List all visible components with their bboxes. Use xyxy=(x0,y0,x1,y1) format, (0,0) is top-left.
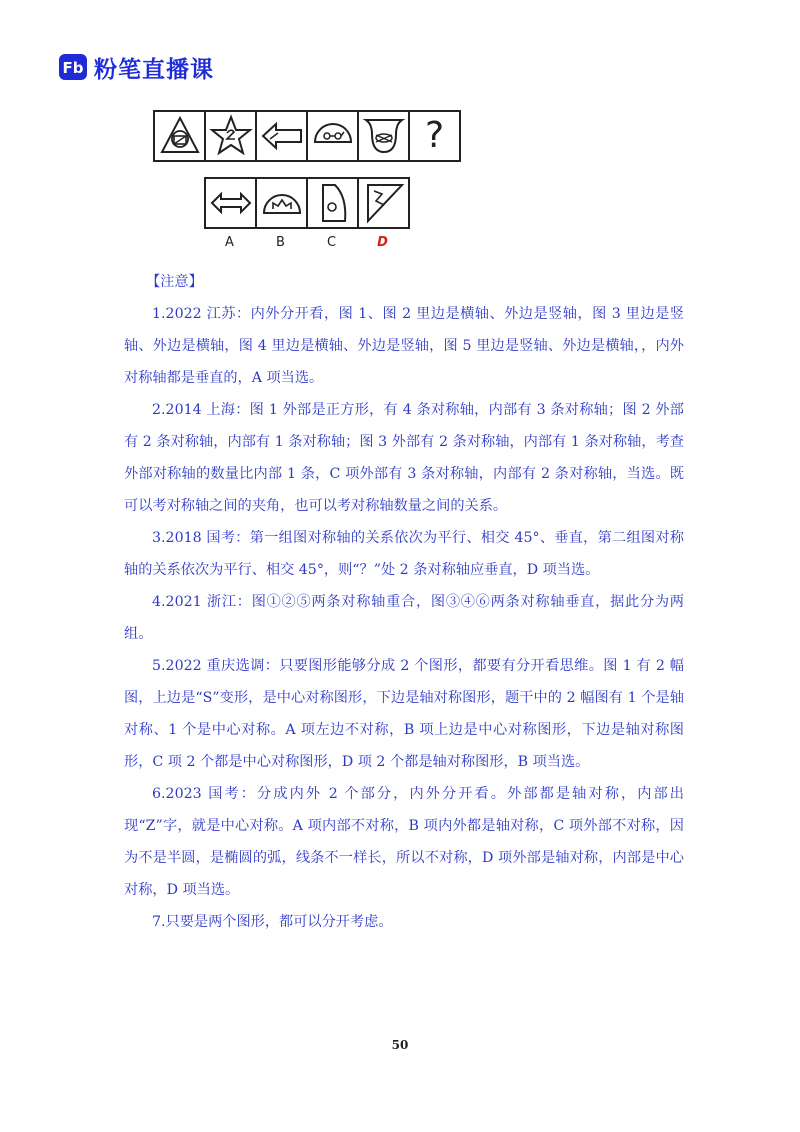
note-item-1: 1.2022 江苏：内外分开看，图 1、图 2 里边是横轴、外边是竖轴，图 3 里边是竖轴、外边是横轴，图 4 里边是横轴、外边是竖轴，图 5 里边是竖轴、外边是横轴，，内外对称轴都是垂直的，A 项当选。 xyxy=(124,306,684,386)
fenbi-logo-icon xyxy=(58,52,88,82)
logo-text: Fb xyxy=(62,59,84,77)
option-c-figure[interactable] xyxy=(308,179,359,227)
sequence-figure-1 xyxy=(155,112,206,160)
option-label-d-marked: D xyxy=(377,235,388,250)
double-arrow-icon xyxy=(209,181,253,225)
answer-options xyxy=(204,177,410,229)
notes-section xyxy=(124,266,684,938)
arrow-left-icon xyxy=(260,114,304,158)
page-number: 50 xyxy=(391,1038,409,1052)
semicircle-icon xyxy=(311,114,355,158)
note-item-5: 5.2022 重庆选调：只要图形能够分成 2 个图形，都要有分开看思维。图 1 有 2 幅图，上边是“S”变形，是中心对称图形，下边是轴对称图形，题干中的 2 幅图有 1 个是轴对称、1 个是中心对称。A 项左边不对称，B 项上边是中心对称图形，下边是轴对称图形，C 项 2 个都是中心对称图形，D 项 2 个都是轴对称图形，B 项当选。 xyxy=(124,658,684,770)
notes-title: 【注意】 xyxy=(146,274,203,290)
triangle-in-circle-icon xyxy=(158,114,202,158)
sequence-figure-4 xyxy=(308,112,359,160)
drop-shape-icon xyxy=(311,181,355,225)
question-sequence xyxy=(153,110,461,162)
note-item-2: 2.2014 上海：图 1 外部是正方形，有 4 条对称轴，内部有 3 条对称轴；图 2 外部有 2 条对称轴，内部有 1 条对称轴；图 3 外部有 2 条对称轴，内部有 1 条对称轴，考查外部对称轴的数量比内部 1 条，C 项外部有 3 条对称轴，内部有 2 条对称轴，当选。既可以考对称轴之间的夹角，也可以考对称轴数量之间的关系。 xyxy=(124,402,684,514)
option-b-figure[interactable] xyxy=(257,179,308,227)
note-item-4: 4.2021 浙江：图①②⑤两条对称轴重合，图③④⑥两条对称轴垂直，据此分为两组。 xyxy=(124,594,684,642)
star-icon xyxy=(209,114,253,158)
question-mark: ? xyxy=(424,115,445,156)
flag-triangle-icon xyxy=(362,181,406,225)
option-a-figure[interactable] xyxy=(206,179,257,227)
sequence-figure-2 xyxy=(206,112,257,160)
note-item-7: 7.只要是两个图形，都可以分开考虑。 xyxy=(152,914,393,930)
sequence-placeholder xyxy=(410,112,459,160)
option-labels xyxy=(204,235,408,250)
option-label-b: B xyxy=(276,235,285,250)
note-item-3: 3.2018 国考：第一组图对称轴的关系依次为平行、相交 45°、垂直，第二组图对称轴的关系依次为平行、相交 45°，则“？”处 2 条对称轴应垂直，D 项当选。 xyxy=(124,530,684,578)
note-item-6: 6.2023 国考：分成内外 2 个部分，内外分开看。外部都是轴对称，内部出现“Z”字，就是中心对称。A 项内部不对称，B 项内外都是轴对称，C 项外部不对称，因为不是半圆，是椭圆的弧，线条不一样长，所以不对称，D 项外部是轴对称，内部是中心对称，D 项当选。 xyxy=(124,786,684,898)
brand-name: 粉笔直播课 xyxy=(94,56,214,83)
option-label-c: C xyxy=(326,235,337,250)
sequence-figure-3 xyxy=(257,112,308,160)
dome-icon xyxy=(260,181,304,225)
option-label-a: A xyxy=(225,235,234,250)
option-d-figure[interactable] xyxy=(359,179,408,227)
brand-header xyxy=(58,50,214,84)
sequence-figure-5 xyxy=(359,112,410,160)
cup-shape-icon xyxy=(362,114,406,158)
